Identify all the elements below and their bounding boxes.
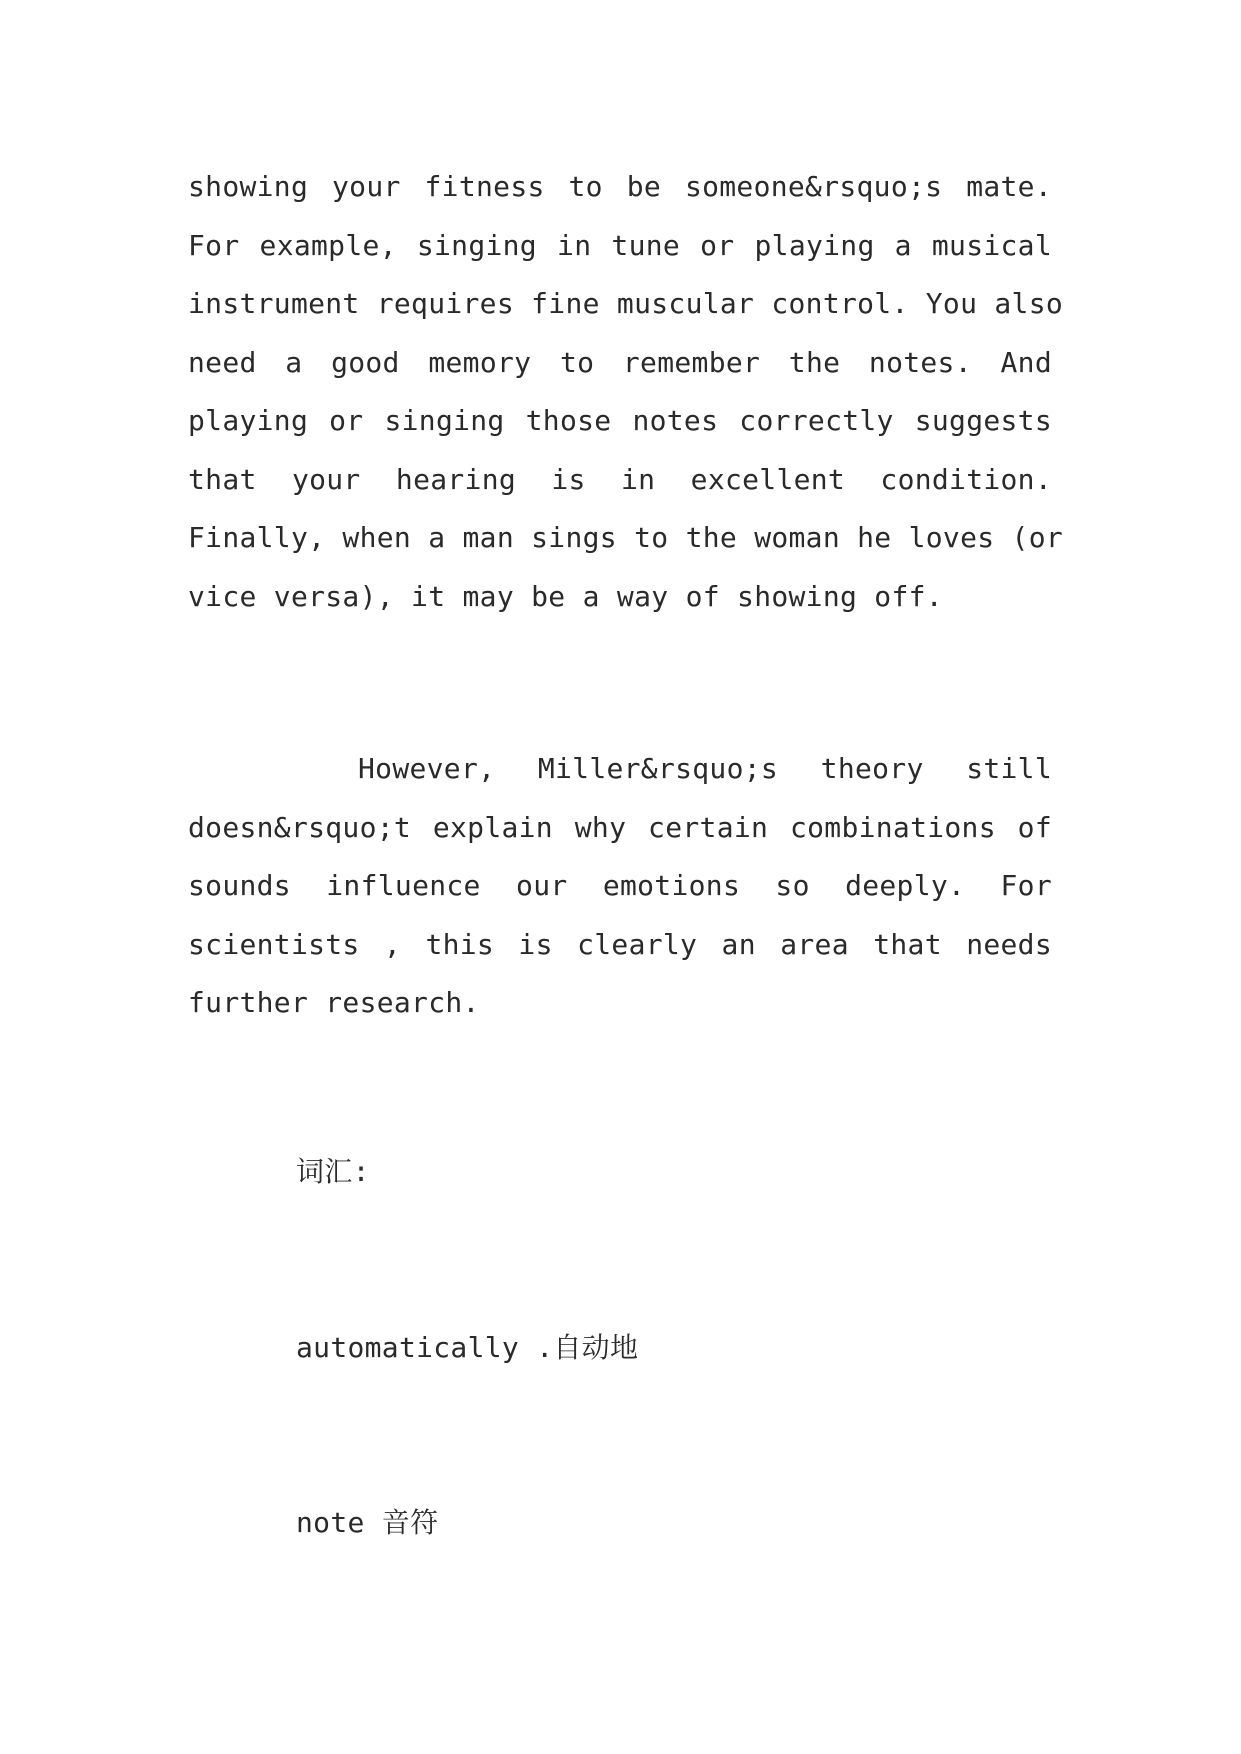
paragraph-line: playing or singing those notes correctly suggests: [188, 404, 1052, 437]
paragraph-line: doesn&rsquo;t explain why certain combinations of: [188, 810, 1052, 844]
paragraph-line: further research.: [188, 986, 480, 1019]
paragraph-line: sounds influence our emotions so deeply. For: [188, 869, 1052, 902]
paragraph-line: that your hearing is in excellent condition.: [188, 462, 1052, 496]
paragraph-line: showing your fitness to be someone&rsquo;s mate.: [188, 170, 1052, 203]
paragraph-line: Finally, when a man sings to the woman he loves (or: [188, 521, 1064, 554]
vocabulary-item: automatically .自动地: [296, 1331, 639, 1364]
paragraph-line: need a good memory to remember the notes. And: [188, 345, 1052, 379]
paragraph-line: However, Miller&rsquo;s theory still: [358, 752, 1052, 785]
paragraph-line: instrument requires fine muscular control. You also: [188, 287, 1064, 320]
paragraph-line: vice versa), it may be a way of showing off.: [188, 579, 943, 613]
body-paragraph: [188, 740, 1052, 1033]
vocabulary-item: note 音符: [296, 1506, 439, 1539]
vocabulary-heading: 词汇:: [296, 1155, 370, 1188]
paragraph-line: scientists , this is clearly an area that needs: [188, 927, 1052, 961]
paragraph-line: For example, singing in tune or playing a musical: [188, 228, 1052, 262]
body-paragraph: [188, 158, 1064, 626]
